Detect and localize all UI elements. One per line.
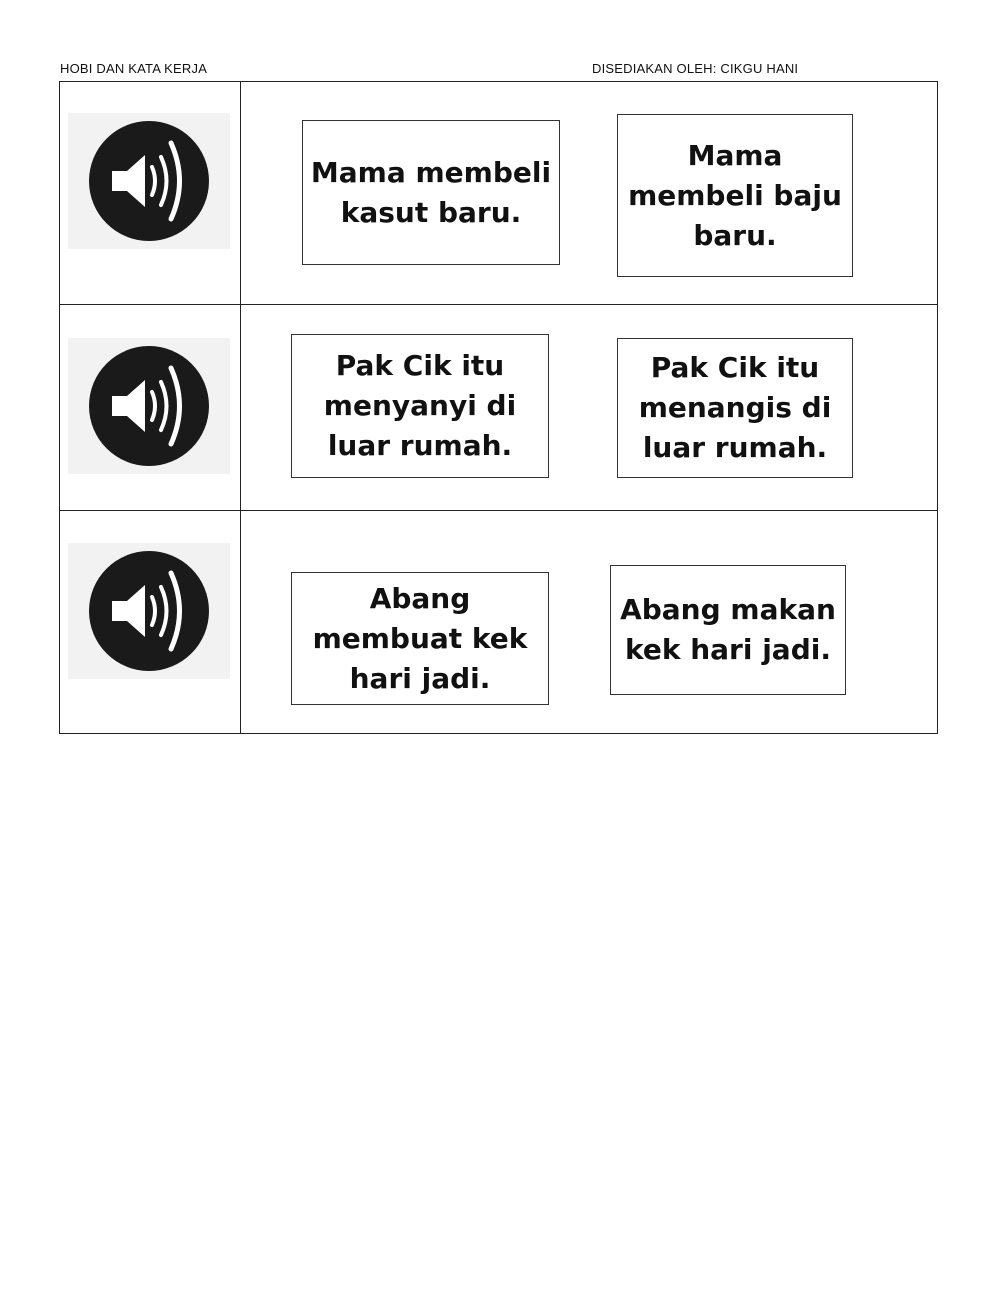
speaker-icon: [68, 113, 230, 249]
play-audio-button[interactable]: [68, 543, 230, 679]
option-text: Pak Cik itu menyanyi di luar rumah.: [323, 349, 517, 462]
option-text: Mama membeli kasut baru.: [310, 155, 552, 229]
play-audio-button[interactable]: [68, 113, 230, 249]
answer-option[interactable]: [291, 572, 549, 705]
audio-cell: [60, 82, 241, 304]
worksheet-author: DISEDIAKAN OLEH: CIKGU HANI: [592, 61, 799, 76]
speaker-icon: [68, 543, 230, 679]
exercise-row-1: [60, 82, 937, 305]
play-audio-button[interactable]: [68, 338, 230, 474]
answer-option[interactable]: [291, 334, 549, 478]
exercise-row-2: [60, 305, 937, 511]
worksheet-header: [60, 60, 940, 80]
exercise-row-3: [60, 511, 937, 734]
answer-option[interactable]: [617, 114, 853, 277]
option-text: Abang membuat kek hari jadi.: [312, 581, 528, 695]
answer-option[interactable]: [302, 120, 560, 265]
option-text: Mama membeli baju baru.: [628, 138, 842, 252]
audio-cell: [60, 511, 241, 734]
answer-option[interactable]: [617, 338, 853, 478]
audio-cell: [60, 305, 241, 510]
speaker-icon: [68, 338, 230, 474]
answer-option[interactable]: [610, 565, 846, 695]
option-text: Abang makan kek hari jadi.: [620, 593, 836, 666]
exercise-table: [59, 81, 938, 734]
option-text: Pak Cik itu menangis di luar rumah.: [638, 351, 832, 464]
worksheet-title: HOBI DAN KATA KERJA: [60, 61, 208, 76]
